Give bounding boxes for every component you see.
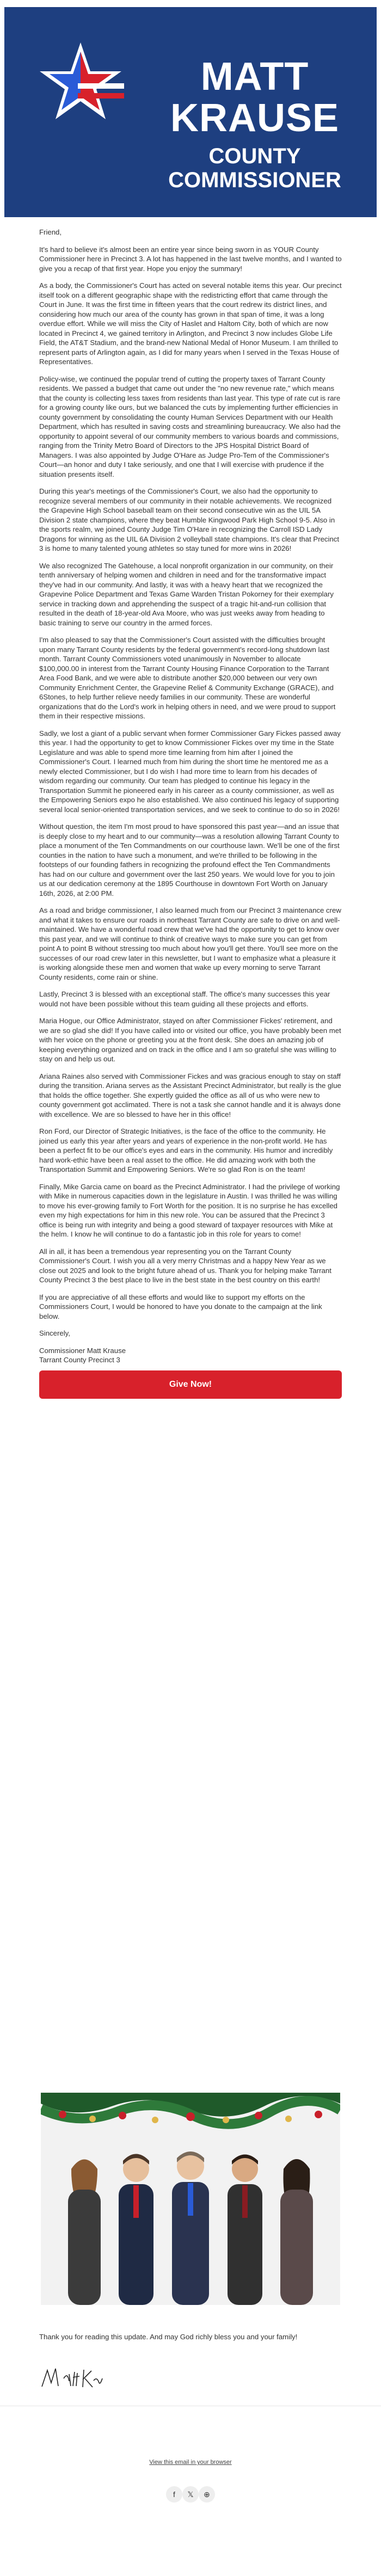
- banner-subtitle: COUNTY COMMISSIONER: [168, 144, 341, 192]
- x-icon[interactable]: 𝕏: [182, 2486, 199, 2503]
- paragraph-6: I'm also pleased to say that the Commissioner's Court assisted with the difficulties brought upon many Tarrant County residents by the federal government's record-long shutdown last month. Tarrant County Commissioners voted unanimously in November to allocate $100,000.00 in interest from the Tarrant County Housing Finance Corporation to the Tarrant Area Food Bank, and we were able to distribute another $20,000 between our very own Community Enrichment Center, the Grapevine Relief & Community Exchange (GRACE), and 6Stones, to help further relieve needy families in our community. These are wonderful organizations that do the Lord's work in helping others in need, and we were proud to support them in their respective missions.: [39, 636, 336, 720]
- paragraph-16: If you are appreciative of all these efforts and would like to support my efforts on the Commissioners Court, I would be honored to have you donate to the campaign at the link below.: [39, 1293, 322, 1320]
- paragraph-2: As a body, the Commissioner's Court has acted on several notable items this year. Our precinct itself took on a different geographic shape with the redistricting effort that came through the Court in June. It was the first time in fifteen years that the court redrew its district lines, and considering how much our area of the county has grown in that span of time, it was a long overdue effort. While we will miss the City of Haslet and Haltom City, both of which are now located in Precinct 4, we gained territory in Arlington, and Precinct 3 now includes Globe Life Field, the AT&T Stadium, and the brand-new National Medal of Honor Museum. I am thrilled to represent parts of Arlington again, as I did for many years when I served in the Texas House of Representatives.: [39, 281, 342, 366]
- staff-christmas-photo: [41, 2093, 340, 2305]
- paragraph-3: Policy-wise, we continued the popular trend of cutting the property taxes of Tarrant County residents. We passed a budget that came out under the "no new revenue rate," which means that the county is collecting less taxes from residents than last year. This type of rate cut is rare for a growing county like ours, but we balanced the cuts by implementing further efficiencies in county government by consolidating the county Human Services Department with our Health Department, which has resulted in saving costs and streamlining bureaucracy. We also had the opportunity to appoint several of our community members to various boards and commissions, ranging from the Trinity Metro Board of Directors to the JPS Hospital District Board of Managers. I was also appointed by Judge O'Hare as Judge Pro-Tem of the Commissioner's Court—an honor and duty I take seriously, and one that I will exercise with prudence if the situation presents itself.: [39, 374, 341, 478]
- closing-message: Thank you for reading this update. And may God richly bless you and your family!: [39, 2333, 298, 2341]
- paragraph-9: As a road and bridge commissioner, I also learned much from our Precinct 3 maintenance crew and what it takes to ensure our roads in northeast Tarrant County are safe to drive on and well-maintained. We have a wonderful road crew that we've had the opportunity to get to know over this past year, and we will continue to think of creative ways to make sure you can get from point A to point B without stressing too much about how you'll get there. You'll see more on the successes of our road crew later in this newsletter, but I want to emphasize what a pleasure it is working alongside these men and women that wake up every morning to serve Tarrant County residents, come rain or shine.: [39, 906, 341, 981]
- greeting: Friend,: [39, 228, 62, 236]
- paragraph-11: Maria Hogue, our Office Administrator, stayed on after Commissioner Fickes' retirement, and we are so glad she did! If you have called into or visited our office, you have probably been met with her voice on the phone or greeting you at the front desk. She does an amazing job of keeping everything organized and on track in the office and I am so grateful she was willing to stay on and help us out.: [39, 1017, 341, 1063]
- texas-star-logo-icon: [37, 40, 124, 127]
- staff-photo-illustration: [41, 2093, 340, 2305]
- signature-name: Commissioner Matt Krause: [39, 1346, 126, 1355]
- website-icon[interactable]: ⊕: [199, 2486, 215, 2503]
- letter-body: [39, 228, 342, 1399]
- paragraph-8: Without question, the item I'm most proud to have sponsored this past year—and an issue that is deeply close to my heart and to our community—was a resolution allowing Tarrant County to place a monument of the Ten Commandments on our courthouse lawn. We'll be one of the first counties in the nation to have such a monument, and we're thrilled to be following in the footsteps of our founding fathers in recognizing the profound effect the Ten Commandments has had on our culture and government over the last 250 years. We would love for you to join us at our dedication ceremony at the 1895 Courthouse in downtown Fort Worth on January 16th, 2026, at 2:00 PM.: [39, 822, 340, 897]
- header-banner: [0, 0, 381, 218]
- signoff: Sincerely,: [39, 1329, 70, 1337]
- paragraph-7: Sadly, we lost a giant of a public servant when former Commissioner Gary Fickes passed away this year. I had the opportunity to get to know Commissioner Fickes over my time in the State Legislature and was able to spend more time learning from him after I joined the Commissioner's Court. I learned much from him during the short time he mentored me as a newly elected Commissioner, but I do wish I had more time to learn from his decades of wisdom regarding our community. Our team has pledged to continue his legacy in the Transportation Summit he pioneered early in his career as a county commissioner, as well as the Empowering Seniors expo he also established. We also continued his legacy of supporting several local senior-oriented transportation services, and we seek to continue to do so in 2026!: [39, 729, 341, 814]
- handwritten-signature: [39, 2362, 105, 2395]
- candidate-name: [135, 56, 374, 139]
- paragraph-5: We also recognized The Gatehouse, a local nonprofit organization in our community, on their tenth anniversary of helping women and children in need and for the transformative impact they've had in our community. And lastly, it was with a heavy heart that we recognized the Grapevine Police Department and Texas Game Warden Tristan Pokorney for their exemplary service in tracking down and apprehending the suspect of a tragic hit-and-run collision that resulted in the death of 18-year-old Ava Moore, who was just weeks away from heading to basic training to serve our country in the armed forces.: [39, 561, 334, 627]
- paragraph-14: Finally, Mike Garcia came on board as the Precinct Administrator. I had the privilege of working with Mike in numerous capacities down in the legislature in Austin. I was thrilled he was willing to move his ever-growing family to Fort Worth for the position. It is no surprise he has excelled even my high expectations for him in this new role. You can be assured that the Precinct 3 office is being run with integrity and being a good steward of taxpayer resources with Mike at the helm. I know he will continue to do a fantastic job in this role for years to come!: [39, 1182, 340, 1238]
- view-in-browser-link[interactable]: View this email in your browser: [149, 2459, 232, 2466]
- give-now-button[interactable]: Give Now!: [39, 1370, 342, 1399]
- signature-title: Tarrant County Precinct 3: [39, 1356, 120, 1364]
- paragraph-12: Ariana Raines also served with Commissioner Fickes and was gracious enough to stay on staff during the transition. Ariana serves as the Assistant Precinct Administrator, but really is the glue that holds the office together. She expertly guided the office as all of us who were new to county government got acclimated. There is not a task she cannot handle and it is always done with excellence. We are so blessed to have her in this office!: [39, 1072, 341, 1118]
- paragraph-15: All in all, it has been a tremendous year representing you on the Tarrant County Commissioner's Court. I wish you all a very merry Christmas and a happy New Year as we close out 2025 and look to the bright future ahead of us. Thank you for helping make Tarrant County Precinct 3 the best place to live in the best state in the best country on this earth!: [39, 1247, 331, 1284]
- paragraph-1: It's hard to believe it's almost been an entire year since being sworn in as YOUR County Commissioner here in Precinct 3. A lot has happened in the last twelve months, and I wanted to give you a recap of that first year. Hope you enjoy the summary!: [39, 245, 342, 273]
- paragraph-4: During this year's meetings of the Commissioner's Court, we also had the opportunity to recognize several members of our community in their notable achievements. We recognized the Grapevine High School baseball team on their second consecutive win as the UIL 5A Division 2 state champions, where they beat Humble Kingwood Park High School 9-5. Also in the sports realm, we joined County Judge Tim O'Hare in recognizing the Carroll ISD Lady Dragons for winning as the UIL 6A Division 2 volleyball state champions. It's clear that Precinct 3 is home to many talented young athletes so stay tuned for more wins in 2026!: [39, 487, 340, 552]
- paragraph-13: Ron Ford, our Director of Strategic Initiatives, is the face of the office to the community. He joined us early this year after years and years of experience in the non-profit world. He has been a perfect fit to be our office's eyes and ears in the community. His humor and incredibly hard work-ethic have been a real asset to the office. He did amazing work with both the Transportation Summit and Empowering Seniors. We're so glad Ron is on the team!: [39, 1127, 333, 1173]
- facebook-icon[interactable]: f: [166, 2486, 182, 2503]
- signature-block: [39, 1346, 342, 1365]
- name-first: MATT: [200, 55, 309, 99]
- paragraph-10: Lastly, Precinct 3 is blessed with an exceptional staff. The office's many successes this year would not have been possible without this team guiding all these projects and efforts.: [39, 990, 330, 1008]
- name-last: KRAUSE: [170, 96, 340, 140]
- banner-background: [4, 7, 377, 217]
